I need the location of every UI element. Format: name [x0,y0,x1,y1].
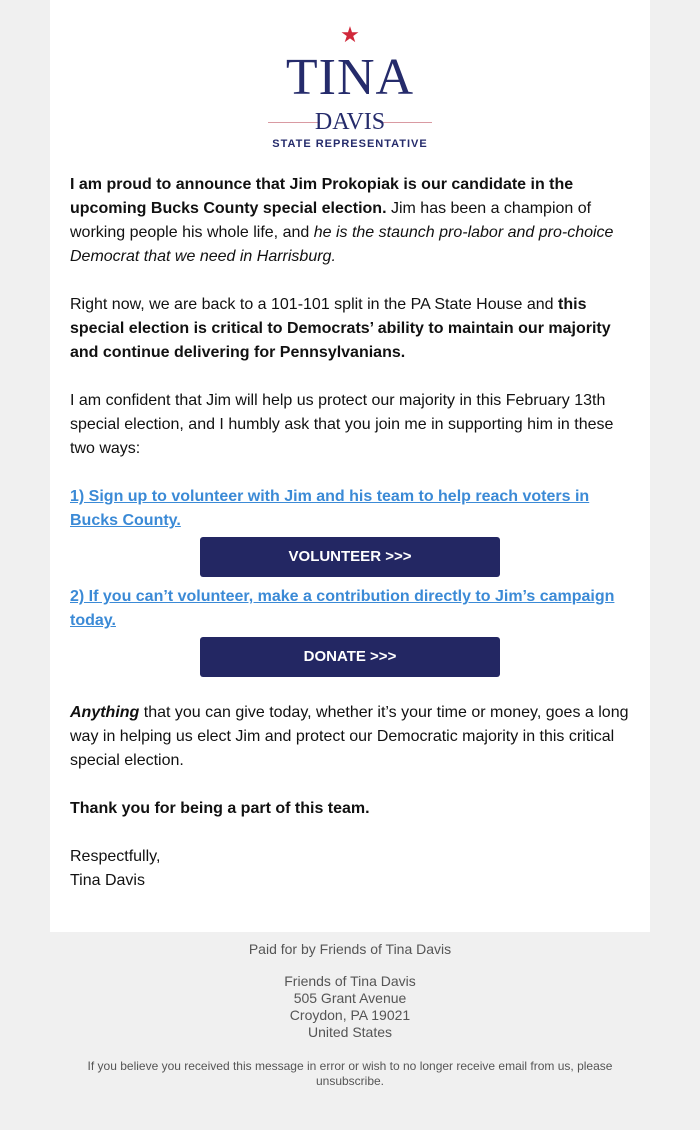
donate-button[interactable]: DONATE >>> [200,637,500,677]
thanks-text [70,797,630,821]
address-street: 505 Grant Avenue [293,990,407,1006]
donate-link[interactable]: 2) If you can’t volunteer, make a contribution directly to Jim’s campaign today. [70,588,615,629]
paid-for-text: Paid for by Friends of Tina Davis [248,941,452,957]
logo-subtitle: STATE REPRESENTATIVE [272,138,428,150]
address-org: Friends of Tina Davis [284,973,416,989]
address [60,973,640,1041]
star-icon: ★ [340,22,360,47]
paragraph-split [70,293,630,365]
message-content [70,173,630,893]
paragraph-ask: I am confident that Jim will help us protect our majority in this February 13th special election, and I humbly ask that you join me in supporting him in these two ways: [70,392,614,457]
unsubscribe-text[interactable]: If you believe you received this message in error or wish to no longer receive email from us, please unsubscribe. [87,1059,613,1088]
tina-davis-logo [268,22,432,152]
paragraph-anything [70,701,630,773]
bold-text: Thank you for being a part of this team. [70,800,370,817]
logo-last-name: DAVIS [314,109,386,135]
footer [60,941,640,1089]
paragraph-announcement [70,173,630,269]
bold-italic-text: Anything [70,704,140,721]
volunteer-button[interactable]: VOLUNTEER >>> [200,537,500,577]
signature: Tina Davis [70,872,145,889]
bold-text: this special election is critical to Democrats’ ability to maintain our majority and continue delivering for Pennsylvanians. [70,296,611,361]
logo-first-name: TINA [285,49,415,106]
address-city: Croydon, PA 19021 [289,1007,411,1023]
closing: Respectfully, [70,848,161,865]
address-country: United States [307,1024,393,1040]
text: Jim has been a champion of working people his whole life, and [70,200,592,241]
italic-text: he is the staunch pro-labor and pro-choice Democrat that we need in Harrisburg. [70,224,614,265]
text: that you can give today, whether it’s your time or money, goes a long way in helping us elect Jim and protect our Democratic majority in this critical special election. [70,704,629,769]
bold-text: I am proud to announce that Jim Prokopiak is our candidate in the upcoming Bucks County special election. [70,176,574,217]
text: Right now, we are back to a 101-101 split in the PA State House and [70,296,559,313]
volunteer-link[interactable]: 1) Sign up to volunteer with Jim and his team to help reach voters in Bucks County. [70,488,590,529]
